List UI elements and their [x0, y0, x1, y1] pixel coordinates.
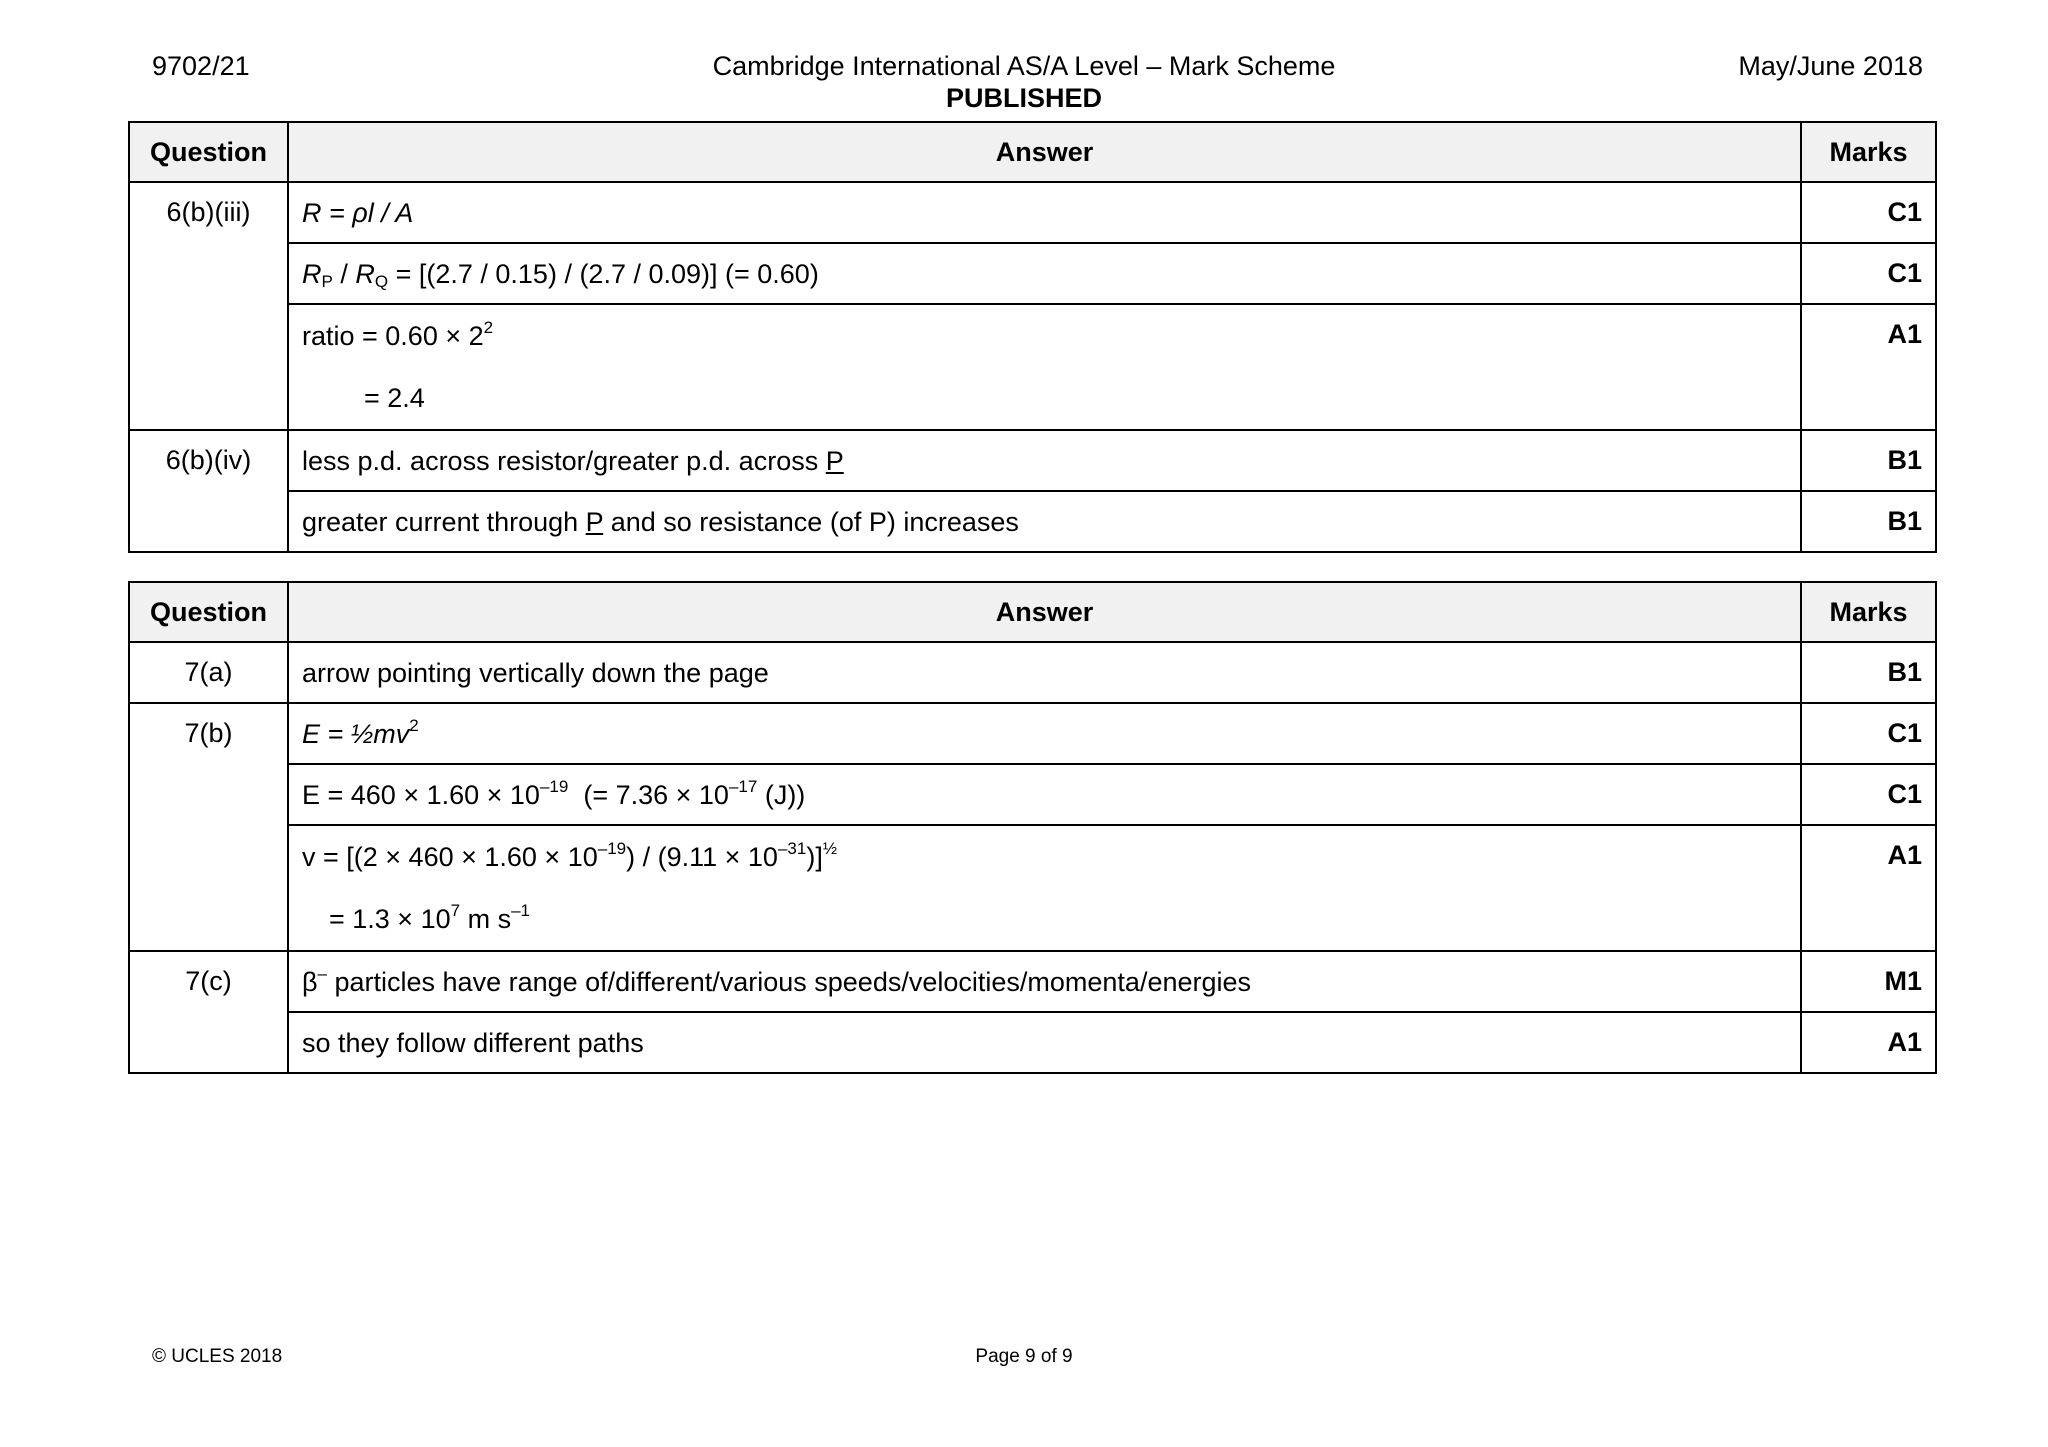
header-question: Question	[129, 582, 288, 642]
table-row	[129, 703, 1936, 764]
mark-cell: A1	[1801, 825, 1936, 951]
table-row	[129, 1012, 1936, 1073]
mark-scheme-table-q7	[128, 581, 1937, 1074]
table-row	[129, 764, 1936, 825]
superscript: –17	[728, 777, 758, 796]
mark-cell: C1	[1801, 703, 1936, 764]
answer-cell	[288, 430, 1801, 491]
subscript: P	[321, 272, 333, 291]
superscript: –19	[597, 839, 627, 858]
header-marks: Marks	[1801, 582, 1936, 642]
mark-cell: B1	[1801, 491, 1936, 552]
answer-cell	[288, 703, 1801, 764]
subscript: Q	[374, 272, 389, 291]
header-answer: Answer	[288, 582, 1801, 642]
answer-text: E = 460 × 1.60 × 10	[302, 780, 540, 810]
answer-text: ratio = 0.60 × 2	[302, 321, 484, 351]
answer-cell	[288, 764, 1801, 825]
answer-text: particles have range of/different/various speeds/velocities/momenta/energies	[327, 967, 1252, 997]
mark-scheme-table-q6	[128, 121, 1937, 553]
answer-cell: $R_P / R_Q = [(2.7 / 0.15) / (2.7 / 0.09)]$ (= 0.60)	[288, 243, 1801, 304]
question-number: 6(b)(iii)	[129, 182, 288, 430]
answer-cell	[288, 825, 1801, 951]
published-label: PUBLISHED	[945, 83, 1102, 113]
question-number: 7(b)	[129, 703, 288, 951]
answer-text: greater current through	[302, 507, 586, 537]
table-row	[129, 243, 1936, 304]
answer-text: and so resistance (of P) increases	[603, 507, 1019, 537]
beta-symbol: β	[302, 967, 318, 997]
header-marks: Marks	[1801, 122, 1936, 182]
answer-result: = 1.3 × 10	[329, 904, 451, 934]
question-number: 6(b)(iv)	[129, 430, 288, 552]
table-row	[129, 182, 1936, 243]
table-row	[129, 951, 1936, 1012]
answer-result: = 2.4	[364, 383, 425, 413]
answer-equation: R = ρl / A	[302, 198, 414, 228]
answer-cell	[288, 491, 1801, 552]
superscript: 2	[409, 716, 419, 735]
copyright: © UCLES 2018	[152, 1346, 283, 1367]
table-row	[129, 491, 1936, 552]
page-number: Page 9 of 9	[975, 1346, 1073, 1367]
answer-text: m s	[460, 904, 512, 934]
table-row	[129, 304, 1936, 430]
question-number: 7(c)	[129, 951, 288, 1073]
header-answer: Answer	[288, 122, 1801, 182]
answer-cell	[288, 951, 1801, 1012]
answer-text: )]	[806, 842, 823, 872]
superscript: ½	[822, 839, 838, 858]
answer-equation: E = ½mv	[302, 719, 410, 749]
table-row	[129, 430, 1936, 491]
superscript: 2	[483, 318, 494, 337]
superscript: –31	[777, 839, 807, 858]
mark-cell: B1	[1801, 430, 1936, 491]
mark-cell: M1	[1801, 951, 1936, 1012]
underlined-text: P	[585, 507, 604, 537]
answer-cell	[288, 182, 1801, 243]
answer-text: (= 7.36 × 10	[568, 780, 729, 810]
table-row	[129, 825, 1936, 951]
answer-text: v = [(2 × 460 × 1.60 × 10	[302, 842, 598, 872]
answer-cell: so they follow different paths	[288, 1012, 1801, 1073]
mark-cell: A1	[1801, 1012, 1936, 1073]
mark-cell: A1	[1801, 304, 1936, 430]
answer-text: (J))	[757, 780, 806, 810]
document-title: Cambridge International AS/A Level – Mark Scheme	[712, 51, 1336, 81]
answer-text: less p.d. across resistor/greater p.d. across	[302, 446, 826, 476]
superscript: 7	[450, 901, 461, 920]
paper-code: 9702/21	[152, 51, 250, 81]
superscript: –19	[539, 777, 569, 796]
exam-session: May/June 2018	[1738, 51, 1923, 81]
mark-cell: B1	[1801, 642, 1936, 703]
header-question: Question	[129, 122, 288, 182]
table-row	[129, 642, 1936, 703]
mark-cell: C1	[1801, 243, 1936, 304]
superscript: –1	[511, 901, 530, 920]
question-number: 7(a)	[129, 642, 288, 703]
mark-cell: C1	[1801, 764, 1936, 825]
answer-text: ) / (9.11 × 10	[626, 842, 778, 872]
answer-text: = [(2.7 / 0.15) / (2.7 / 0.09)] (= 0.60)	[388, 259, 819, 289]
answer-cell: arrow pointing vertically down the page	[288, 642, 1801, 703]
mark-cell: C1	[1801, 182, 1936, 243]
superscript: –	[317, 964, 327, 983]
answer-cell	[288, 304, 1801, 430]
underlined-text: P	[825, 446, 844, 476]
